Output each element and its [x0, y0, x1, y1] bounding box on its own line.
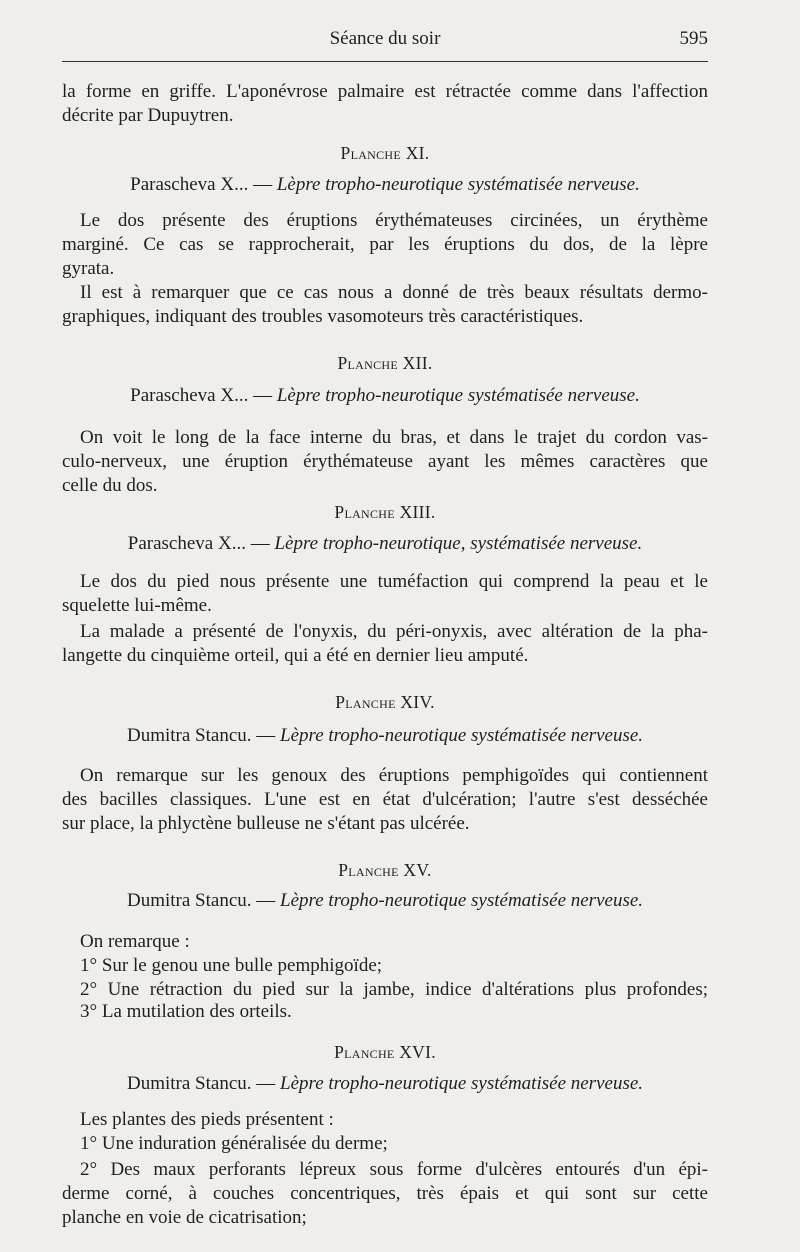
text-line: sur place, la phlyctène bulleuse ne s'étant pas ulcérée.: [62, 813, 470, 834]
text-line: celle du dos.: [62, 475, 158, 496]
plate-caption: [62, 173, 708, 197]
patient-name: Dumitra Stancu. —: [126, 890, 276, 911]
text-line: derme corné, à couches concentriques, très épais et qui sont sur cette: [62, 1183, 708, 1204]
patient-name: Dumitra Stancu. —: [126, 725, 276, 746]
text-line: On remarque sur les genoux des éruptions pemphigoïdes qui contiennent: [80, 765, 708, 786]
plate-title: Planche XV.: [338, 860, 432, 880]
patient-name: Dumitra Stancu. —: [126, 1073, 276, 1094]
diagnosis: Lèpre tropho-neurotique systématisée nerveuse.: [276, 385, 640, 406]
plate-heading: [62, 351, 708, 375]
plate-heading: [62, 141, 708, 165]
plate-heading: [62, 1040, 708, 1064]
text-line: gyrata.: [62, 258, 115, 279]
text-line: La malade a présenté de l'onyxis, du péri-onyxis, avec altération de la pha-: [80, 621, 708, 642]
text-line: On voit le long de la face interne du bras, et dans le trajet du cordon vas-: [80, 427, 708, 448]
list-item: 2° Des maux perforants lépreux sous forme d'ulcères entourés d'un épi-: [80, 1159, 708, 1180]
diagnosis: Lèpre tropho-neurotique systématisée nerveuse.: [276, 174, 640, 195]
text-line: Les plantes des pieds présentent :: [80, 1109, 334, 1130]
diagnosis: Lèpre tropho-neurotique systématisée nerveuse.: [280, 1073, 644, 1094]
list-item: 2° Une rétraction du pied sur la jambe, indice d'altérations plus profondes;: [80, 979, 708, 1000]
patient-name: Parascheva X... —: [130, 174, 273, 195]
diagnosis: Lèpre tropho-neurotique, systématisée nerveuse.: [274, 533, 643, 554]
page-number: 595: [679, 28, 708, 49]
plate-caption: [62, 1072, 708, 1096]
text-line: On remarque :: [80, 931, 190, 952]
plate-heading: [62, 500, 708, 524]
text-line: planche en voie de cicatrisation;: [62, 1207, 307, 1228]
text-line: des bacilles classiques. L'une est en état d'ulcération; l'autre s'est desséchée: [62, 789, 708, 810]
diagnosis: Lèpre tropho-neurotique systématisée nerveuse.: [280, 725, 644, 746]
page-header: [62, 24, 708, 54]
plate-heading: [62, 858, 708, 882]
plate-caption: [62, 384, 708, 408]
text-line: la forme en griffe. L'aponévrose palmaire est rétractée comme dans l'affection: [62, 81, 708, 102]
list-item: 1° Une induration généralisée du derme;: [80, 1133, 388, 1154]
text-line: squelette lui-même.: [62, 595, 212, 616]
text-line: décrite par Dupuytren.: [62, 105, 234, 126]
text-line: marginé. Ce cas se rapprocherait, par les éruptions du dos, de la lèpre: [62, 234, 708, 255]
list-item: 3° La mutilation des orteils.: [80, 1001, 292, 1022]
patient-name: Parascheva X... —: [130, 385, 273, 406]
running-title: Séance du soir: [329, 28, 441, 49]
plate-caption: [62, 889, 708, 913]
text-line: culo-nerveux, une éruption érythémateuse ayant les mêmes caractères que: [62, 451, 708, 472]
plate-title: Planche XIII.: [334, 502, 436, 522]
text-line: Le dos du pied nous présente une tuméfaction qui comprend la peau et le: [80, 571, 708, 592]
plate-title: Planche XII.: [337, 353, 433, 373]
patient-name: Parascheva X... —: [127, 533, 270, 554]
text-line: langette du cinquième orteil, qui a été en dernier lieu amputé.: [62, 645, 529, 666]
list-item: 1° Sur le genou une bulle pemphigoïde;: [80, 955, 383, 976]
text-line: Il est à remarquer que ce cas nous a donné de très beaux résultats dermo-: [80, 282, 708, 303]
header-rule: [62, 61, 708, 62]
plate-title: Planche XI.: [340, 143, 430, 163]
text-line: graphiques, indiquant des troubles vasomoteurs très caractéristiques.: [62, 306, 584, 327]
plate-title: Planche XVI.: [334, 1042, 436, 1062]
text-line: Le dos présente des éruptions érythémateuses circinées, un érythème: [80, 210, 708, 231]
plate-caption: [62, 532, 708, 556]
plate-caption: [62, 724, 708, 748]
diagnosis: Lèpre tropho-neurotique systématisée nerveuse.: [280, 890, 644, 911]
plate-title: Planche XIV.: [335, 692, 435, 712]
plate-heading: [62, 690, 708, 714]
